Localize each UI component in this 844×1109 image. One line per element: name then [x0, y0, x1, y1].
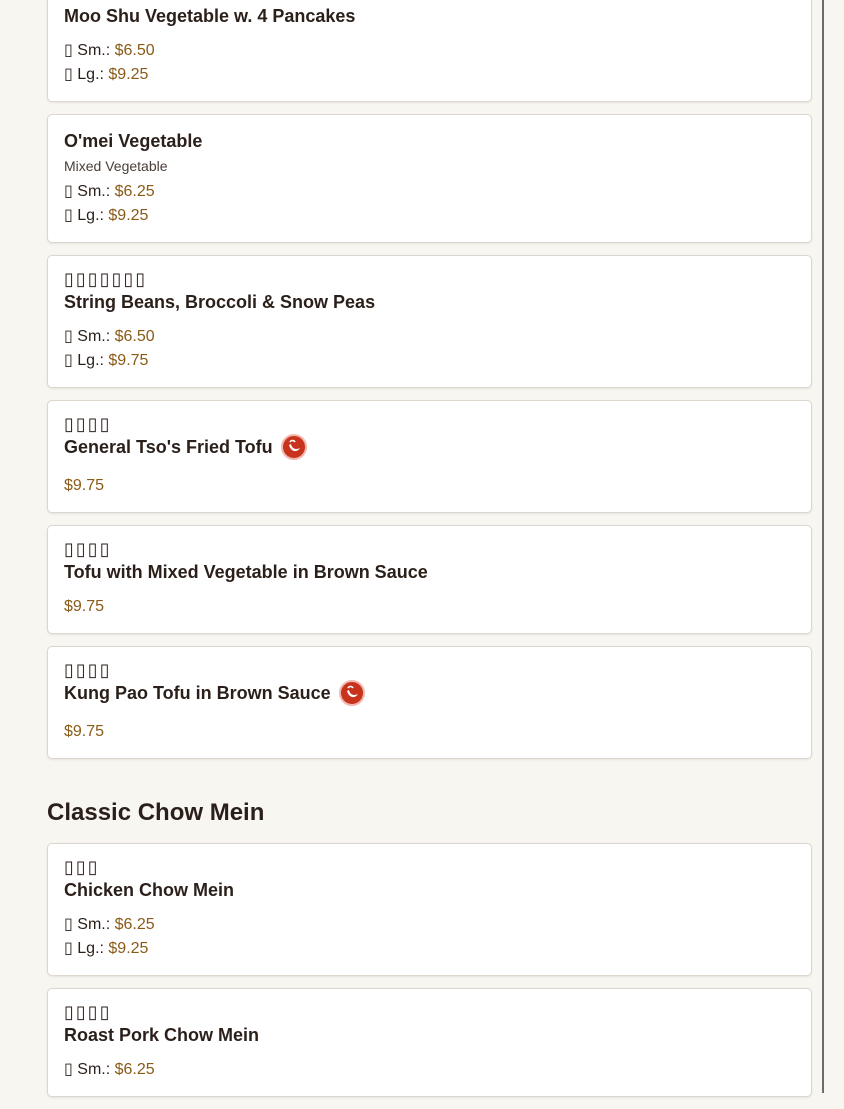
menu-item-card[interactable] [47, 255, 812, 388]
item-name: Moo Shu Vegetable w. 4 Pancakes [64, 5, 356, 26]
item-name: String Beans, Broccoli & Snow Peas [64, 291, 376, 312]
menu-item-card[interactable] [47, 0, 812, 102]
menu-item-card[interactable] [47, 843, 812, 976]
price-list [64, 180, 795, 228]
scrollbar-track[interactable] [822, 0, 824, 1093]
chili-pepper-icon [339, 680, 365, 706]
item-price: $9.75 [64, 598, 105, 615]
price-line-small: ▯ Sm.: $6.25 [64, 1061, 155, 1078]
menu-item-card[interactable] [47, 525, 812, 634]
price-list [64, 325, 795, 373]
price-line-small: ▯ Sm.: $6.50 [64, 42, 155, 59]
item-name: Roast Pork Chow Mein [64, 1024, 260, 1045]
section-title: Classic Chow Mein [47, 799, 265, 826]
item-name: Chicken Chow Mein [64, 879, 235, 900]
item-name: Tofu with Mixed Vegetable in Brown Sauce [64, 561, 428, 582]
menu-item-card[interactable] [47, 646, 812, 759]
item-name: General Tso's Fried Tofu [64, 436, 273, 457]
menu-item-card[interactable] [47, 988, 812, 1097]
menu-item-card[interactable] [47, 400, 812, 513]
item-chinese-name: ▯▯▯ [64, 857, 100, 877]
item-chinese-name: ▯▯▯▯ [64, 414, 112, 434]
item-chinese-name: ▯▯▯▯ [64, 539, 112, 559]
item-description: Mixed Vegetable [64, 158, 168, 174]
price-line-small: ▯ Sm.: $6.25 [64, 183, 155, 200]
menu-item-card[interactable] [47, 114, 812, 243]
menu-list [47, 0, 812, 1109]
price-line-large: ▯ Lg.: $9.75 [64, 352, 149, 369]
chili-pepper-icon [281, 434, 307, 460]
price-line-large: ▯ Lg.: $9.25 [64, 940, 149, 957]
price-line-small: ▯ Sm.: $6.50 [64, 328, 155, 345]
item-price: $9.75 [64, 723, 105, 740]
item-chinese-name: ▯▯▯▯ [64, 660, 112, 680]
item-name: O'mei Vegetable [64, 130, 203, 151]
item-name: Kung Pao Tofu in Brown Sauce [64, 682, 331, 703]
price-line-small: ▯ Sm.: $6.25 [64, 916, 155, 933]
price-list [64, 1058, 795, 1082]
price-list [64, 913, 795, 961]
item-chinese-name: ▯▯▯▯ [64, 1002, 112, 1022]
item-chinese-name: ▯▯▯▯▯▯▯ [64, 269, 148, 289]
price-line-large: ▯ Lg.: $9.25 [64, 207, 149, 224]
price-line-large: ▯ Lg.: $9.25 [64, 66, 149, 83]
price-list [64, 39, 795, 87]
item-price: $9.75 [64, 477, 105, 494]
